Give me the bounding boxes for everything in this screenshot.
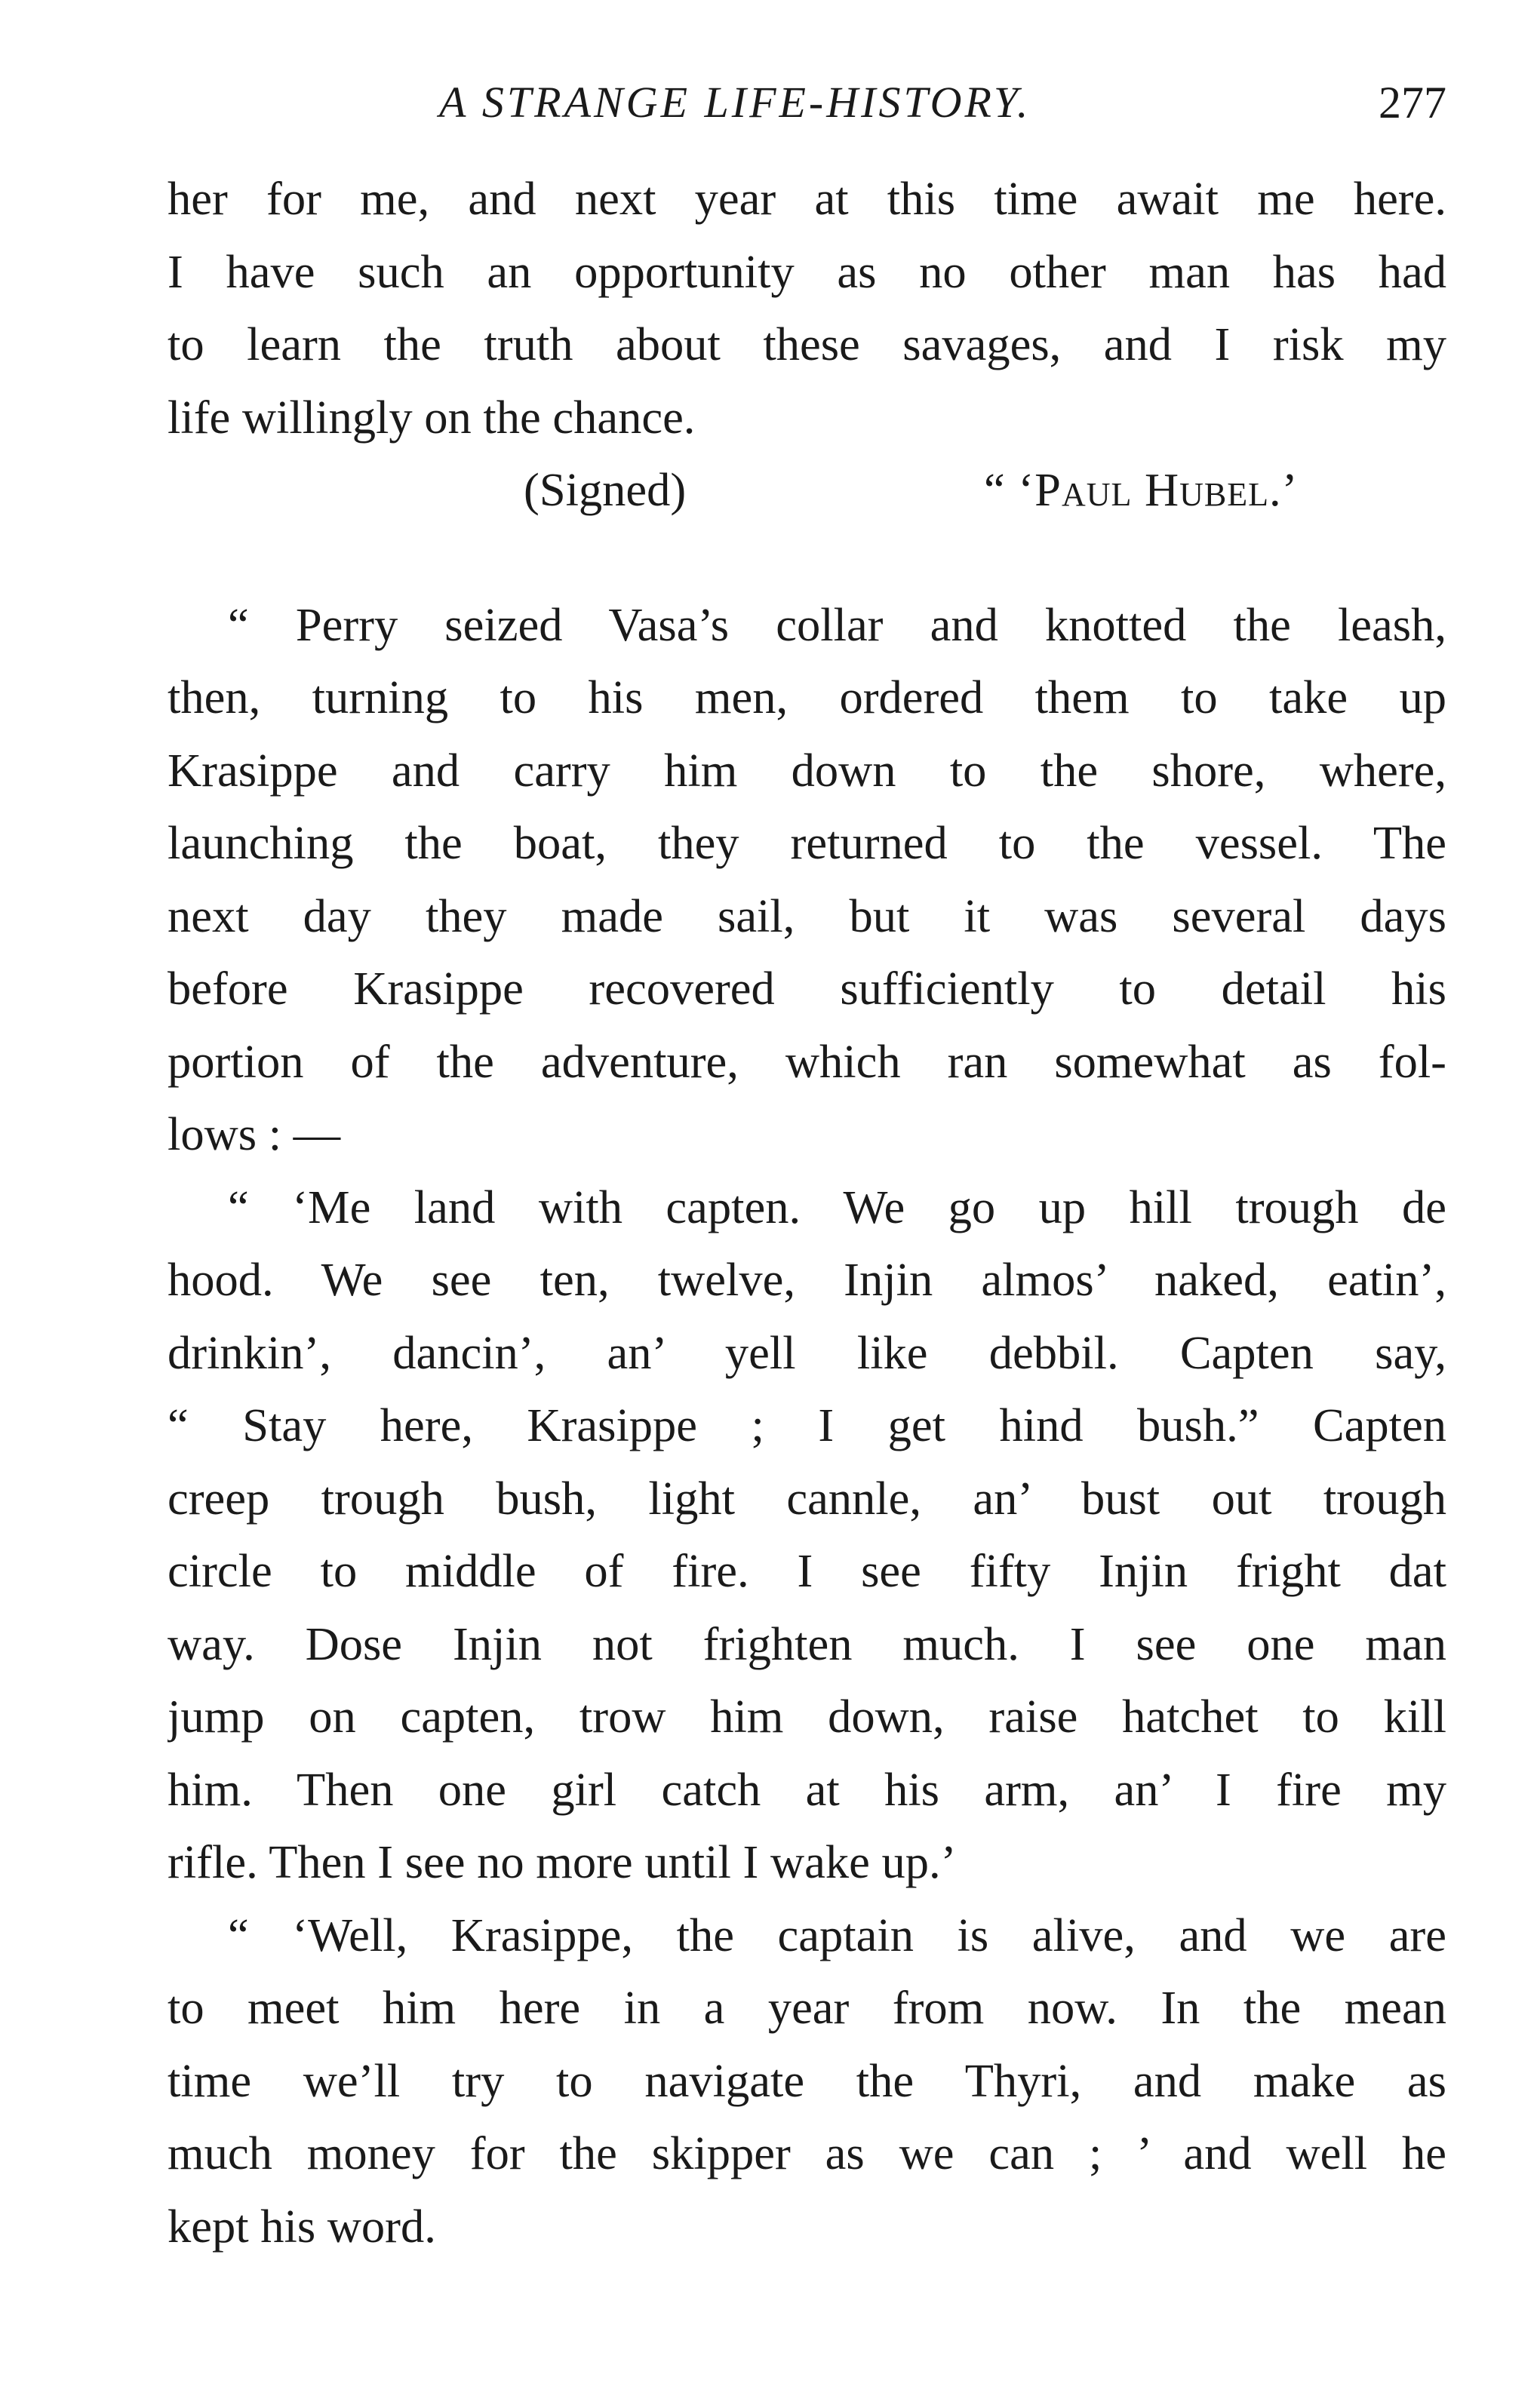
text-line: next day they made sail, but it was several days — [168, 889, 1446, 942]
text-line: drinkin’, dancin’, an’ yell like debbil. Capten say, — [168, 1325, 1446, 1379]
paragraph — [168, 1899, 1446, 2263]
text-line: hood. We see ten, twelve, Injin almos’ naked, eatin’, — [168, 1253, 1446, 1306]
text-line: portion of the adventure, which ran somewhat as fol- — [168, 1034, 1446, 1088]
signature-line — [168, 453, 1446, 527]
text-line: “ ‘Well, Krasippe, the captain is alive, and we are — [228, 1908, 1446, 1961]
text-line: “ ‘Me land with capten. We go up hill trough de — [228, 1180, 1446, 1233]
text-line: lows : — — [168, 1107, 341, 1160]
text-line: him. Then one girl catch at his arm, an’ I fire my — [168, 1762, 1446, 1816]
text-line: launching the boat, they returned to the vessel. The — [168, 816, 1446, 869]
text-line: Krasippe and carry him down to the shore, where, — [168, 743, 1446, 797]
text-line: to meet him here in a year from now. In the mean — [168, 1981, 1446, 2034]
text-line: “ Perry seized Vasa’s collar and knotted the leash, — [228, 597, 1446, 651]
text-line: to learn the truth about these savages, and I risk my — [168, 318, 1446, 370]
text-line: creep trough bush, light cannle, an’ bust out trough — [168, 1471, 1446, 1525]
text-line: I have such an opportunity as no other man has had — [168, 244, 1446, 298]
page-number: 277 — [1379, 78, 1446, 127]
signature-name: “ ‘Paul Hubel.’ — [984, 463, 1299, 516]
text-line: before Krasippe recovered sufficiently to detail his — [168, 962, 1446, 1015]
text-line: life willingly on the chance. — [168, 390, 696, 444]
running-title: A STRANGE LIFE-HISTORY. — [439, 78, 1031, 127]
signed-label: (Signed) — [524, 463, 687, 516]
page-header — [168, 72, 1446, 133]
paragraph — [168, 588, 1446, 1171]
letter-excerpt — [168, 162, 1446, 527]
body-text — [168, 162, 1446, 2262]
text-line: “ Stay here, Krasippe ; I get hind bush.” Capten — [168, 1399, 1446, 1451]
text-line: her for me, and next year at this time await me here. — [168, 172, 1446, 225]
text-line: time we’ll try to navigate the Thyri, and make as — [168, 2053, 1446, 2107]
paragraph — [168, 1171, 1446, 1899]
text-line: rifle. Then I see no more until I wake up.’ — [168, 1835, 957, 1888]
text-line: jump on capten, trow him down, raise hatchet to kill — [168, 1690, 1446, 1743]
text-line: then, turning to his men, ordered them to take up — [168, 671, 1446, 723]
text-line: kept his word. — [168, 2199, 436, 2253]
section-gap — [168, 527, 1446, 588]
text-line: way. Dose Injin not frighten much. I see one man — [168, 1617, 1446, 1670]
text-line: much money for the skipper as we can ; ’ and well he — [168, 2127, 1446, 2179]
text-line: circle to middle of fire. I see fifty Injin fright dat — [168, 1544, 1446, 1597]
